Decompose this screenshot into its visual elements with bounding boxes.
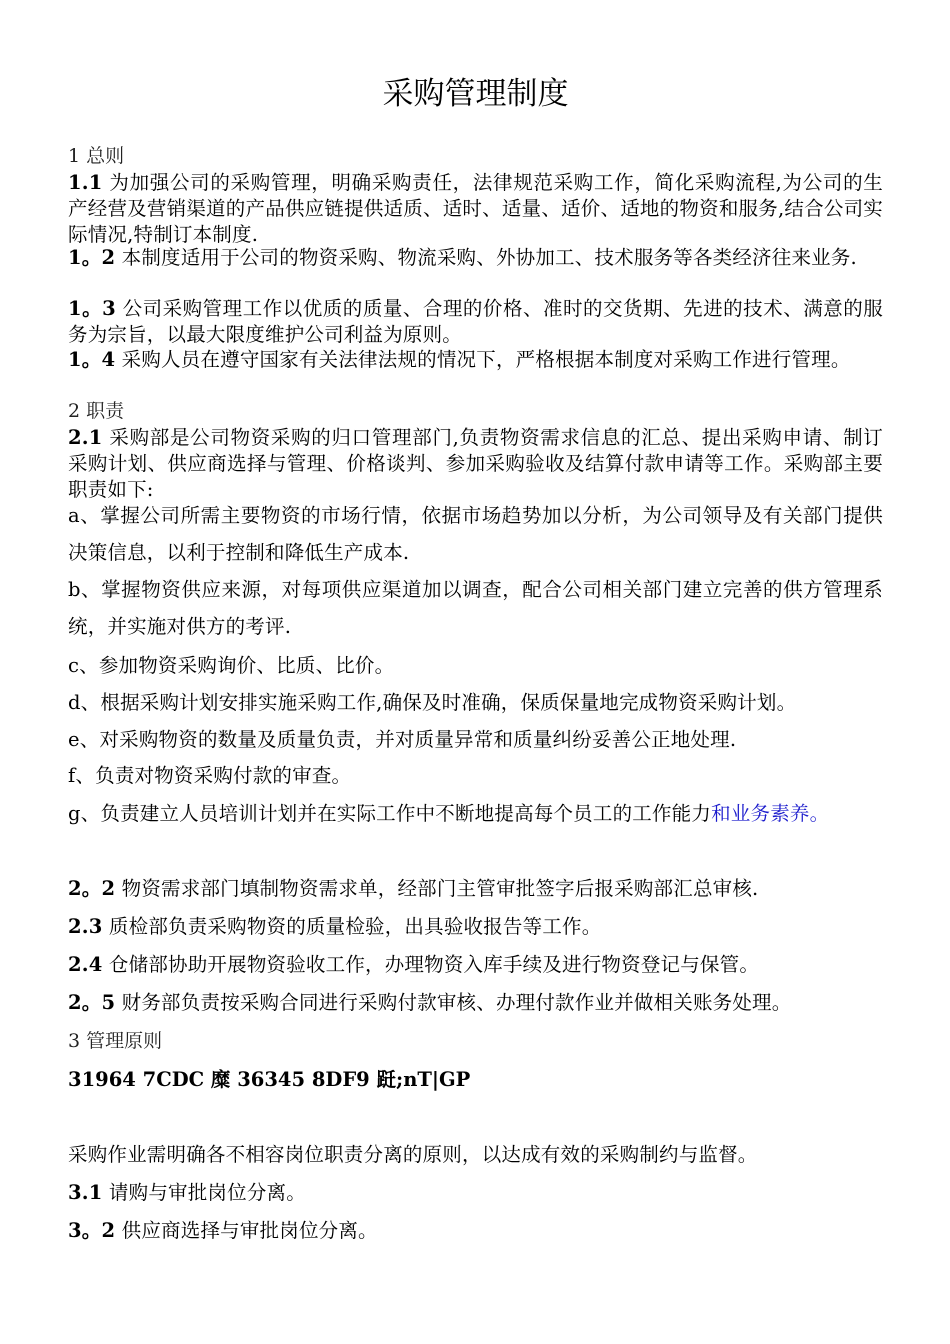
duty-item-b: b、掌握物资供应来源，对每项供应渠道加以调查，配合公司相关部门建立完善的供方管理系统，并实施对供方的考评. — [68, 578, 883, 638]
section-1-heading: 1 总则 — [68, 145, 125, 167]
clause-text: 请购与审批岗位分离。 — [102, 1181, 306, 1204]
section-3-heading: 3 管理原则 — [68, 1030, 163, 1052]
clause-2-3 — [68, 908, 883, 945]
clause-number: 1。2 — [68, 246, 116, 269]
duty-item-c: c、参加物资采购询价、比质、比价。 — [68, 654, 395, 677]
duty-item-g-text: g、负责建立人员培训计划并在实际工作中不断地提高每个员工的工作能力 — [68, 802, 712, 825]
section-3-intro: 采购作业需明确各不相容岗位职责分离的原则，以达成有效的采购制约与监督。 — [68, 1143, 758, 1166]
clause-number: 2.3 — [68, 915, 103, 938]
clause-number: 2。5 — [68, 991, 116, 1014]
clause-2-4 — [68, 946, 883, 983]
section-2-heading: 2 职责 — [68, 400, 125, 422]
clause-text: 采购人员在遵守国家有关法律法规的情况下，严格根据本制度对采购工作进行管理。 — [115, 348, 851, 371]
clause-text: 公司采购管理工作以优质的质量、合理的价格、准时的交货期、先进的技术、满意的服务为宗旨，以最大限度维护公司利益为原则。 — [68, 297, 883, 346]
clause-2-5 — [68, 984, 883, 1021]
clause-number: 1。3 — [68, 297, 116, 320]
clause-2-1 — [68, 425, 883, 503]
duty-item-d: d、根据采购计划安排实施采购工作,确保及时准确，保质保量地完成物资采购计划。 — [68, 691, 797, 714]
clause-1-2 — [68, 245, 883, 271]
clause-number: 1.1 — [68, 171, 103, 194]
clause-text: 物资需求部门填制物资需求单，经部门主管审批签字后报采购部汇总审核. — [115, 877, 759, 900]
document-title: 采购管理制度 — [382, 76, 569, 112]
duty-item-a: a、掌握公司所需主要物资的市场行情，依据市场趋势加以分析，为公司领导及有关部门提供决策信息，以利于控制和降低生产成本. — [68, 504, 883, 564]
clause-text: 财务部负责按采购合同进行采购付款审核、办理付款作业并做相关账务处理。 — [115, 991, 792, 1014]
clause-2-2 — [68, 870, 883, 907]
duty-item-e: e、对采购物资的数量及质量负责，并对质量异常和质量纠纷妥善公正地处理. — [68, 728, 737, 751]
garbled-text-line: 31964 7CDC 糜 36345 8DF9 跹;nT|GP — [68, 1068, 471, 1091]
clause-number: 2。2 — [68, 877, 116, 900]
clause-number: 1。4 — [68, 348, 116, 371]
duty-item-f: f、负责对物资采购付款的审查。 — [68, 764, 352, 787]
clause-text: 采购部是公司物资采购的归口管理部门,负责物资需求信息的汇总、提出采购申请、制订采购计划、供应商选择与管理、价格谈判、参加采购验收及结算付款申请等工作。采购部主要职责如下: — [68, 426, 883, 501]
clause-number: 2.4 — [68, 953, 103, 976]
clause-1-3 — [68, 296, 883, 348]
clause-text: 为加强公司的采购管理，明确采购责任，法律规范采购工作，简化采购流程,为公司的生产经营及营销渠道的产品供应链提供适质、适时、适量、适价、适地的物资和服务,结合公司实际情况,特制订本制度. — [68, 171, 883, 246]
clause-3-1 — [68, 1174, 883, 1211]
clause-text: 仓储部协助开展物资验收工作，办理物资入库手续及进行物资登记与保管。 — [102, 953, 760, 976]
duty-item-g-highlight: 和业务素养。 — [711, 802, 830, 825]
clause-3-2 — [68, 1212, 883, 1249]
clause-1-1 — [68, 170, 883, 248]
clause-number: 3。2 — [68, 1219, 116, 1242]
clause-text: 本制度适用于公司的物资采购、物流采购、外协加工、技术服务等各类经济往来业务. — [115, 246, 857, 269]
clause-number: 2.1 — [68, 426, 103, 449]
clause-number: 3.1 — [68, 1181, 103, 1204]
clause-text: 供应商选择与审批岗位分离。 — [115, 1219, 378, 1242]
clause-text: 质检部负责采购物资的质量检验，出具验收报告等工作。 — [102, 915, 602, 938]
duty-item-g — [68, 795, 883, 832]
clause-1-4 — [68, 347, 883, 373]
